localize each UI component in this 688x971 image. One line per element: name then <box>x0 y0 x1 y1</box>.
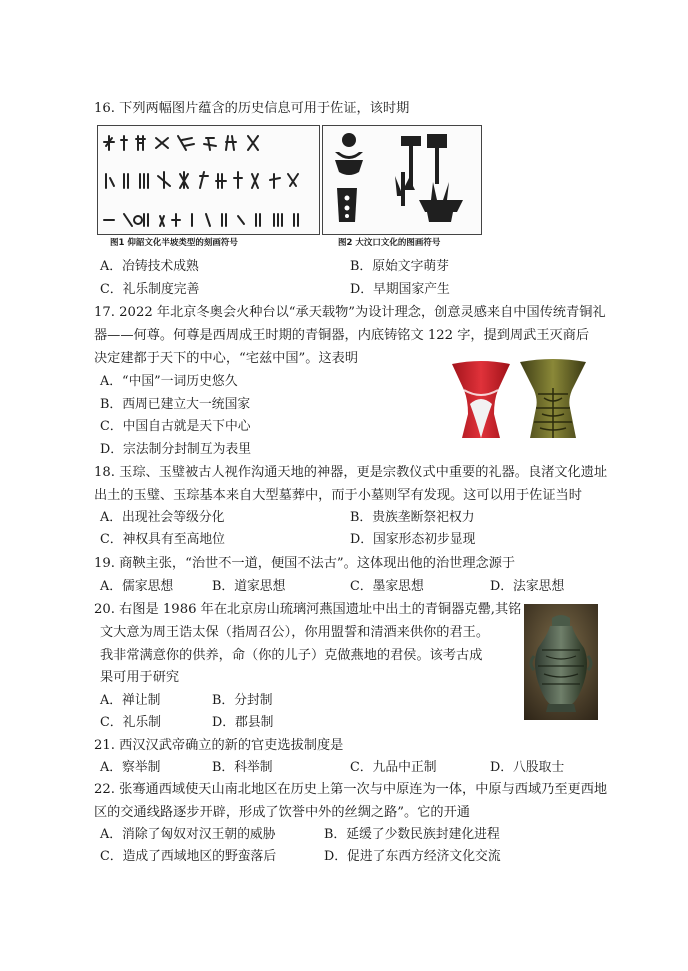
q16-option-c[interactable]: C．礼乐制度完善 <box>100 282 200 297</box>
q17-option-c[interactable]: C．中国自古就是天下中心 <box>100 419 251 434</box>
q17-stem-line-3: 决定建都于天下的中心，“宅兹中国”。这表明 <box>94 351 359 366</box>
q22-stem-line-1: 22. 张骞通西域使天山南北地区在历史上第一次与中原连为一体，中原与西域乃至更西地 <box>94 782 608 797</box>
q22-option-b[interactable]: B．延缓了少数民族封建化进程 <box>324 827 500 842</box>
figure-1-banpo-symbols <box>97 125 320 235</box>
q20-option-d[interactable]: D．郡县制 <box>212 715 274 730</box>
q18-stem-line-2: 出土的玉璧、玉琮基本来自大型墓葬中，而于小墓则罕有发现。这可以用于佐证当时 <box>94 488 582 503</box>
q17-option-b[interactable]: B．西周已建立大一统国家 <box>100 397 251 412</box>
q16-option-a[interactable]: A．冶铸技术成熟 <box>100 259 199 274</box>
q20-option-a[interactable]: A．禅让制 <box>100 693 161 708</box>
q20-option-b[interactable]: B．分封制 <box>212 693 273 708</box>
q22-option-d[interactable]: D．促进了东西方经济文化交流 <box>324 849 501 864</box>
q16-option-d[interactable]: D．早期国家产生 <box>350 282 450 297</box>
figure-2-dawenkou-symbols <box>322 125 482 235</box>
q19-option-d[interactable]: D．法家思想 <box>490 579 565 594</box>
q22-option-a[interactable]: A．消除了匈奴对汉王朝的威胁 <box>100 827 276 842</box>
q21-stem: 21. 西汉汉武帝确立的新的官吏选拔制度是 <box>94 738 344 753</box>
q20-stem-line-1: 20. 右图是 1986 年在北京房山琉璃河燕国遗址中出土的青铜器克罍,其铭 <box>94 602 522 617</box>
q22-stem-line-2: 区的交通线路逐步开辟，形成了饮誉中外的丝绸之路”。它的开通 <box>94 805 470 820</box>
q21-option-d[interactable]: D．八股取士 <box>490 760 565 775</box>
q21-option-c[interactable]: C．九品中正制 <box>350 760 437 775</box>
q17-option-d[interactable]: D．宗法制分封制互为表里 <box>100 442 252 457</box>
q18-option-b[interactable]: B．贵族垄断祭祀权力 <box>350 510 475 525</box>
q21-option-b[interactable]: B．科举制 <box>212 760 273 775</box>
q20-stem-line-4: 果可用于研究 <box>100 670 180 685</box>
q17-stem-line-1: 17. 2022 年北京冬奥会火种台以“承天载物”为设计理念，创意灵感来自中国传统青铜礼 <box>94 305 606 320</box>
q18-option-c[interactable]: C．神权具有至高地位 <box>100 532 225 547</box>
q20-stem-line-2: 文大意为周王诰太保（指周召公），你用盟誓和清酒来供你的君王。 <box>100 625 490 640</box>
q18-stem-line-1: 18. 玉琮、玉璧被古人视作沟通天地的神器，更是宗教仪式中重要的礼器。良渚文化遗址 <box>94 465 608 480</box>
q17-option-a[interactable]: A．“中国”一词历史悠久 <box>100 374 238 389</box>
q16-option-b[interactable]: B．原始文字萌芽 <box>350 259 449 274</box>
q19-stem: 19. 商鞅主张，“治世不一道，便国不法古”。这体现出他的治世理念源于 <box>94 556 516 571</box>
figure-1-caption: 图1 仰韶文化半坡类型的刻画符号 <box>110 238 238 248</box>
q18-option-d[interactable]: D．国家形态初步显现 <box>350 532 476 547</box>
q20-option-c[interactable]: C．礼乐制 <box>100 715 161 730</box>
he-zun-bronze-vessel-image <box>518 358 588 442</box>
ke-lei-bronze-vessel-image <box>524 604 598 720</box>
figure-2-caption: 图2 大汶口文化的图画符号 <box>338 238 441 248</box>
q16-stem: 16. 下列两幅图片蕴含的历史信息可用于佐证，该时期 <box>94 101 410 116</box>
q20-stem-line-3: 我非常满意你的供养，命（你的儿子）克做燕地的君侯。该考古成 <box>100 648 483 663</box>
q17-stem-line-2: 器——何尊。何尊是西周成王时期的青铜器，内底铸铭文 122 字，提到周武王灭商后 <box>94 328 590 343</box>
q21-option-a[interactable]: A．察举制 <box>100 760 161 775</box>
q22-option-c[interactable]: C．造成了西域地区的野蛮落后 <box>100 849 277 864</box>
dawenkou-pictographs-image <box>323 126 481 234</box>
olympic-torch-stand-image <box>450 360 512 440</box>
q19-option-a[interactable]: A．儒家思想 <box>100 579 174 594</box>
q19-option-b[interactable]: B．道家思想 <box>212 579 286 594</box>
banpo-incised-symbols-image <box>98 126 319 234</box>
q19-option-c[interactable]: C．墨家思想 <box>350 579 424 594</box>
q18-option-a[interactable]: A．出现社会等级分化 <box>100 510 225 525</box>
